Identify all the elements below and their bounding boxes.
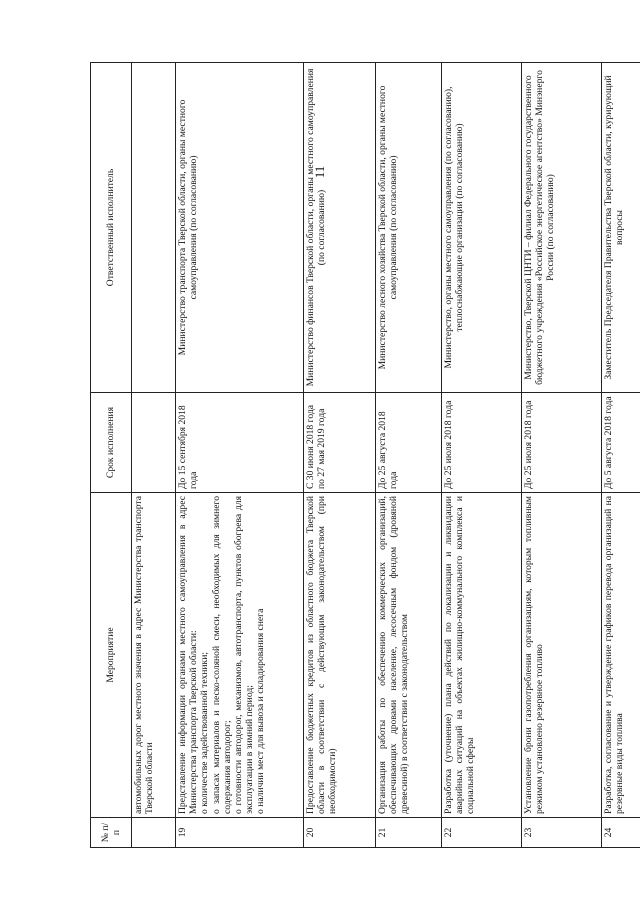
continuation-owner	[132, 63, 176, 393]
row-number: 24	[602, 818, 640, 848]
table-row	[376, 63, 442, 848]
row-number: 22	[442, 818, 522, 848]
row-number: 23	[522, 818, 602, 848]
row-deadline: До 25 июля 2018 года	[442, 393, 522, 493]
header-activity: Мероприятие	[91, 493, 132, 818]
row-deadline: До 25 июля 2018 года	[522, 393, 602, 493]
row-owner: Министерство лесного хозяйства Тверской области, органы местного самоуправления (по согласованию)	[376, 63, 442, 393]
activity-line: Организация работы по обеспечению коммерческих организаций, обеспечивающих дровами население, лесосечным фондом (дровяной древесиной) в соответствии с законодательством	[377, 496, 411, 814]
row-owner: Министерство, органы местного самоуправления (по согласованию), теплоснабжающие организации (по согласованию)	[442, 63, 522, 393]
table-row	[176, 63, 304, 848]
table-row	[304, 63, 376, 848]
row-number: 20	[304, 818, 376, 848]
activity-line: Установление брони газопотребления организациям, которым топливным режимом установлено резервное топливо	[523, 496, 546, 814]
row-activity	[176, 493, 304, 818]
continuation-row	[132, 63, 176, 848]
activity-line: о наличии мест для вывоза и складирования снега	[255, 608, 267, 814]
row-activity	[376, 493, 442, 818]
header-num: № п/п	[91, 818, 132, 848]
row-deadline: До 5 августа 2018 года	[602, 393, 640, 493]
row-number: 21	[376, 818, 442, 848]
header-owner: Ответственный исполнитель	[91, 63, 132, 393]
activity-line: о запасах материалов и песко-соляной смеси, необходимых для зимнего содержания автодорог;	[210, 496, 233, 814]
table-header-row	[91, 63, 132, 848]
page-number: 11	[312, 165, 327, 179]
header-deadline: Срок исполнения	[91, 393, 132, 493]
continuation-num	[132, 818, 176, 848]
table-row	[602, 63, 640, 848]
continuation-activity: автомобильных дорог местного значения в адрес Министерства транспорта Тверской области	[132, 493, 176, 818]
row-activity	[304, 493, 376, 818]
activity-line: о готовности автодорог, механизмов, автотранспорта, пунктов обогрева для эксплуатации в зимний период;	[233, 496, 256, 814]
row-activity	[442, 493, 522, 818]
row-deadline: До 15 сентября 2018 года	[176, 393, 304, 493]
row-deadline: С 30 июня 2018 года по 27 мая 2019 года	[304, 393, 376, 493]
measures-table	[90, 62, 640, 848]
row-owner: Заместитель Председателя Правительства Тверской области, курирующий вопросы	[602, 63, 640, 393]
table-row	[442, 63, 522, 848]
activity-line: Представление информации органами местного самоуправления в адрес Министерства транспорта Тверской области:	[177, 496, 200, 814]
row-number: 19	[176, 818, 304, 848]
continuation-deadline	[132, 393, 176, 493]
activity-line: Предоставление бюджетных кредитов из областного бюджета Тверской области в соответствии с действующим законодательством (при необходимости)	[305, 496, 339, 814]
activity-line: о количестве задействованной техники;	[199, 651, 211, 814]
activity-line: Разработка, согласование и утверждение графиков перевода организаций на резервные виды топлива	[603, 496, 626, 814]
table-wrapper	[90, 63, 626, 848]
row-deadline: До 25 августа 2018 года	[376, 393, 442, 493]
row-activity	[602, 493, 640, 818]
row-owner: Министерство транспорта Тверской области, органы местного самоуправления (по согласованию)	[176, 63, 304, 393]
row-activity	[522, 493, 602, 818]
activity-line: Разработка (уточнение) плана действий по локализации и ликвидации аварийных ситуаций на объектах жилищно-коммунального комплекса и социальной сферы	[443, 496, 477, 814]
row-owner: Министерство, Тверской ЦНТИ – филиал Федерального государственного бюджетного учреждения «Российское энергетическое агентство» Минэнерго России (по согласованию)	[522, 63, 602, 393]
table-row	[522, 63, 602, 848]
row-owner: Министерство финансов Тверской области, органы местного самоуправления (по согласованию)	[304, 63, 376, 393]
